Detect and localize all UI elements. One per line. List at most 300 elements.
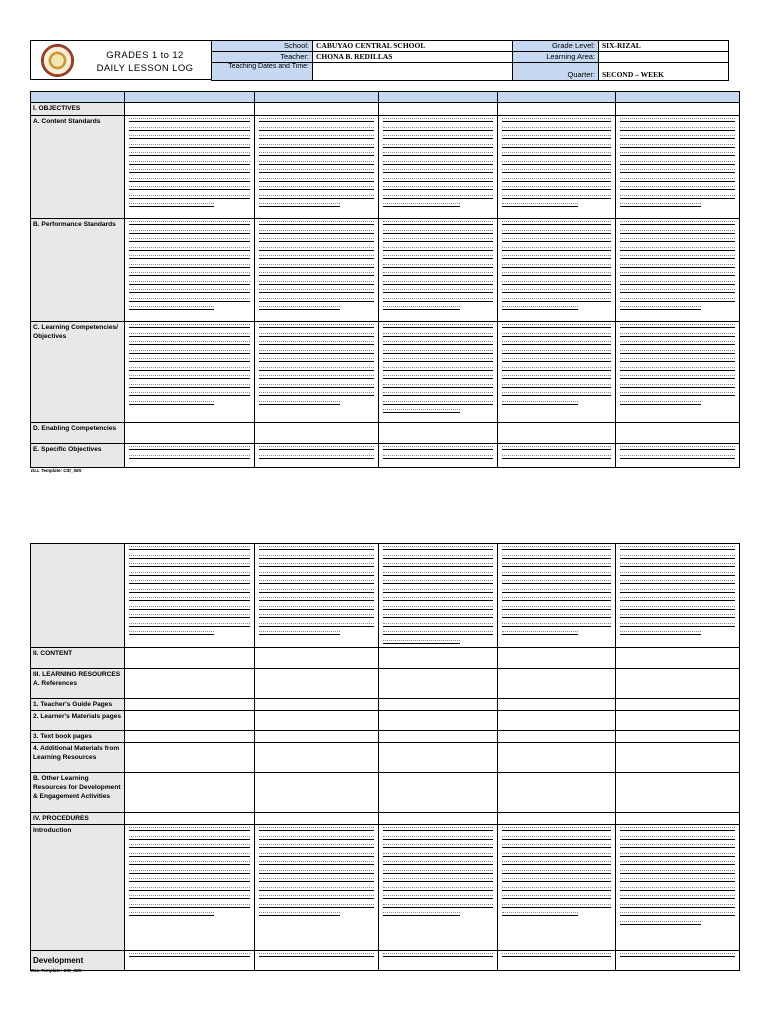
ruled-line [620, 387, 735, 388]
ruled-line [259, 164, 374, 165]
ruled-line [620, 839, 735, 840]
textbook-pages-day4[interactable] [498, 731, 616, 743]
content-day4[interactable] [498, 648, 616, 669]
performance-standards-day4[interactable] [498, 219, 616, 322]
other-resources-day5[interactable] [616, 773, 740, 813]
learning-competencies-day5[interactable] [616, 322, 740, 423]
ruled-line [620, 583, 735, 584]
ruled-line [502, 626, 611, 627]
textbook-pages-day2[interactable] [255, 731, 379, 743]
teachers-guide-day5[interactable] [616, 699, 740, 711]
ruled-line [129, 164, 250, 165]
procedures-day4[interactable] [498, 813, 616, 825]
ruled-lines [502, 121, 611, 215]
ruled-line [620, 378, 735, 379]
ruled-line [502, 233, 611, 234]
ruled-line [259, 250, 374, 251]
ruled-line [259, 189, 374, 190]
ruled-lines [502, 830, 611, 924]
ruled-line [259, 275, 374, 276]
ruled-line [383, 915, 460, 916]
ruled-line [383, 301, 493, 302]
learning-resources-row [31, 669, 740, 699]
ruled-line [383, 130, 493, 131]
content-resources-table [30, 543, 740, 971]
additional-materials-day4[interactable] [498, 743, 616, 773]
ruled-line [502, 549, 611, 550]
enabling-competencies-day2[interactable] [255, 423, 379, 444]
school-value[interactable]: CABUYAO CENTRAL SCHOOL [313, 41, 513, 52]
ruled-line [259, 241, 374, 242]
ruled-line [502, 189, 611, 190]
ruled-line [502, 130, 611, 131]
ruled-line [502, 181, 611, 182]
objectives-day1[interactable] [125, 103, 255, 116]
learners-materials-day4[interactable] [498, 711, 616, 731]
content-standards-day2[interactable] [255, 116, 379, 219]
content-standards-day1[interactable] [125, 116, 255, 219]
ruled-line [620, 915, 735, 916]
ruled-line [129, 258, 250, 259]
ruled-line [259, 558, 374, 559]
ruled-line [502, 147, 611, 148]
objectives-label: I. OBJECTIVES [31, 103, 125, 116]
learning-area-value[interactable] [599, 52, 729, 63]
ruled-lines [259, 830, 374, 924]
ruled-line [383, 189, 493, 190]
ruled-line [383, 361, 493, 362]
ruled-line [259, 915, 340, 916]
ruled-line [259, 575, 374, 576]
ruled-lines [129, 327, 250, 412]
ruled-line [129, 915, 214, 916]
ruled-line [383, 309, 460, 310]
ruled-lines [129, 224, 250, 318]
learners-materials-day3[interactable] [379, 711, 498, 731]
ruled-line [129, 327, 250, 328]
performance-standards-row [31, 219, 740, 322]
ruled-line [259, 258, 374, 259]
enabling-competencies-day1[interactable] [125, 423, 255, 444]
additional-materials-day1[interactable] [125, 743, 255, 773]
ruled-line [620, 206, 701, 207]
ruled-line [502, 292, 611, 293]
ruled-line [259, 198, 374, 199]
ruled-lines [502, 327, 611, 412]
learners-materials-day2[interactable] [255, 711, 379, 731]
textbook-pages-day3[interactable] [379, 731, 498, 743]
procedures-day2[interactable] [255, 813, 379, 825]
ruled-line [129, 856, 250, 857]
day-header-row [31, 92, 740, 103]
ruled-line [259, 898, 374, 899]
ruled-line [259, 956, 374, 957]
ruled-line [259, 147, 374, 148]
learning-resources-day3[interactable] [379, 669, 498, 699]
procedures-day1[interactable] [125, 813, 255, 825]
ruled-line [620, 164, 735, 165]
content-day2[interactable] [255, 648, 379, 669]
ruled-line [502, 558, 611, 559]
learners-materials-row [31, 711, 740, 731]
ruled-line [502, 395, 611, 396]
ruled-line [129, 617, 250, 618]
ruled-line [129, 449, 250, 450]
ruled-line [620, 549, 735, 550]
ruled-line [259, 890, 374, 891]
ruled-line [383, 224, 493, 225]
ruled-line [620, 592, 735, 593]
content-standards-day3[interactable] [379, 116, 498, 219]
learning-competencies-day1[interactable] [125, 322, 255, 423]
ruled-lines [620, 224, 735, 318]
ruled-line [383, 839, 493, 840]
ruled-lines [383, 956, 493, 965]
ruled-lines [620, 549, 735, 643]
ruled-line [620, 856, 735, 857]
introduction-day3[interactable] [379, 825, 498, 951]
learning-resources-day4[interactable] [498, 669, 616, 699]
template-footer-1: DLL Template: CID_IMS [31, 468, 82, 473]
specific-objectives-day4[interactable] [498, 444, 616, 468]
ruled-line [620, 198, 735, 199]
development-day3[interactable] [379, 951, 498, 971]
introduction-day5[interactable] [616, 825, 740, 951]
ruled-line [620, 864, 735, 865]
other-resources-day4[interactable] [498, 773, 616, 813]
ruled-line [383, 387, 493, 388]
learning-resources-day5[interactable] [616, 669, 740, 699]
learning-resources-day2[interactable] [255, 669, 379, 699]
ruled-line [129, 147, 250, 148]
ruled-line [383, 370, 493, 371]
ruled-line [259, 549, 374, 550]
learning-competencies-day4[interactable] [498, 322, 616, 423]
ruled-line [383, 609, 493, 610]
ruled-line [259, 566, 374, 567]
template-footer-2: DLL Template: CID_IMS [31, 968, 82, 973]
ruled-line [129, 609, 250, 610]
ruled-line [129, 361, 250, 362]
ruled-line [502, 873, 611, 874]
other-resources-row [31, 773, 740, 813]
learners-materials-day5[interactable] [616, 711, 740, 731]
ruled-line [383, 327, 493, 328]
ruled-line [383, 292, 493, 293]
performance-standards-label: B. Performance Standards [31, 219, 125, 322]
learning-area-label: Learning Area: [513, 52, 599, 63]
ruled-line [502, 864, 611, 865]
ruled-line [383, 549, 493, 550]
ruled-lines [129, 121, 250, 215]
performance-standards-day2[interactable] [255, 219, 379, 322]
specific-objectives-day5[interactable] [616, 444, 740, 468]
continued-objectives-row [31, 544, 740, 648]
ruled-line [129, 566, 250, 567]
ruled-line [129, 592, 250, 593]
teachers-guide-day2[interactable] [255, 699, 379, 711]
ruled-line [620, 898, 735, 899]
ruled-line [502, 198, 611, 199]
ruled-line [383, 378, 493, 379]
development-day4[interactable] [498, 951, 616, 971]
ruled-line [383, 558, 493, 559]
objectives-row [31, 103, 740, 116]
ruled-line [259, 172, 374, 173]
ruled-line [620, 155, 735, 156]
ruled-line [502, 458, 611, 459]
ruled-line [620, 181, 735, 182]
other-resources-day1[interactable] [125, 773, 255, 813]
ruled-line [129, 336, 250, 337]
ruled-line [620, 233, 735, 234]
ruled-line [383, 592, 493, 593]
ruled-line [383, 643, 460, 644]
ruled-line [259, 309, 340, 310]
ruled-lines [383, 121, 493, 215]
ruled-line [620, 830, 735, 831]
ruled-line [620, 275, 735, 276]
textbook-pages-row [31, 731, 740, 743]
specific-objectives-day3[interactable] [379, 444, 498, 468]
ruled-line [259, 634, 340, 635]
ruled-line [502, 164, 611, 165]
development-day5[interactable] [616, 951, 740, 971]
ruled-line [259, 626, 374, 627]
development-day1[interactable] [125, 951, 255, 971]
ruled-line [383, 856, 493, 857]
ruled-line [620, 617, 735, 618]
ruled-line [129, 138, 250, 139]
continued-day2[interactable] [255, 544, 379, 648]
objectives-day3[interactable] [379, 103, 498, 116]
introduction-day4[interactable] [498, 825, 616, 951]
ruled-line [502, 600, 611, 601]
ruled-lines [129, 956, 250, 965]
ruled-line [383, 164, 493, 165]
ruled-line [502, 592, 611, 593]
ruled-lines [259, 956, 374, 965]
ruled-lines [502, 449, 611, 466]
additional-materials-day5[interactable] [616, 743, 740, 773]
ruled-lines [502, 224, 611, 318]
ruled-line [259, 206, 340, 207]
ruled-line [620, 292, 735, 293]
ruled-line [259, 353, 374, 354]
ruled-line [259, 856, 374, 857]
ruled-line [129, 181, 250, 182]
performance-standards-day3[interactable] [379, 219, 498, 322]
learning-competencies-day2[interactable] [255, 322, 379, 423]
ruled-lines [620, 327, 735, 412]
ruled-line [129, 121, 250, 122]
ruled-line [502, 206, 578, 207]
ruled-line [502, 378, 611, 379]
ruled-line [259, 361, 374, 362]
ruled-line [259, 830, 374, 831]
content-day3[interactable] [379, 648, 498, 669]
ruled-line [259, 395, 374, 396]
log-title-line1: GRADES 1 to 12 [106, 50, 184, 61]
ruled-line [383, 206, 460, 207]
learning-competencies-row [31, 322, 740, 423]
teaching-dates-label: Teaching Dates and Time: [212, 63, 313, 81]
ruled-line [259, 907, 374, 908]
enabling-competencies-day5[interactable] [616, 423, 740, 444]
ruled-line [259, 155, 374, 156]
continued-objectives-label [31, 544, 125, 648]
procedures-label: IV. PROCEDURES [31, 813, 125, 825]
ruled-line [259, 344, 374, 345]
performance-standards-day5[interactable] [616, 219, 740, 322]
ruled-line [259, 864, 374, 865]
ruled-line [129, 198, 250, 199]
ruled-line [129, 549, 250, 550]
ruled-line [620, 634, 701, 635]
continued-day4[interactable] [498, 544, 616, 648]
day-header-1 [125, 92, 255, 103]
day-header-4 [498, 92, 616, 103]
teacher-label: Teacher: [212, 52, 313, 63]
other-resources-label: B. Other Learning Resources for Development & Engagement Activities [31, 773, 125, 813]
ruled-line [620, 609, 735, 610]
ruled-line [502, 575, 611, 576]
ruled-line [129, 275, 250, 276]
learning-resources-day1[interactable] [125, 669, 255, 699]
ruled-line [502, 847, 611, 848]
teachers-guide-day1[interactable] [125, 699, 255, 711]
ruled-lines [620, 449, 735, 466]
ruled-line [259, 583, 374, 584]
ruled-line [129, 284, 250, 285]
ruled-line [129, 873, 250, 874]
ruled-line [129, 583, 250, 584]
ruled-line [502, 370, 611, 371]
objectives-day2[interactable] [255, 103, 379, 116]
ruled-line [129, 387, 250, 388]
ruled-line [502, 898, 611, 899]
ruled-line [620, 267, 735, 268]
ruled-line [259, 301, 374, 302]
introduction-day2[interactable] [255, 825, 379, 951]
grade-level-value[interactable]: SIX-RIZAL [599, 41, 729, 52]
objectives-day5[interactable] [616, 103, 740, 116]
ruled-line [129, 301, 250, 302]
ruled-line [383, 336, 493, 337]
additional-materials-day3[interactable] [379, 743, 498, 773]
procedures-day5[interactable] [616, 813, 740, 825]
ruled-line [502, 121, 611, 122]
ruled-line [259, 233, 374, 234]
enabling-competencies-day3[interactable] [379, 423, 498, 444]
content-day5[interactable] [616, 648, 740, 669]
ruled-line [502, 353, 611, 354]
ruled-line [259, 284, 374, 285]
ruled-line [620, 121, 735, 122]
teachers-guide-day3[interactable] [379, 699, 498, 711]
ruled-line [259, 378, 374, 379]
header-info-table [211, 40, 729, 81]
introduction-row [31, 825, 740, 951]
specific-objectives-day2[interactable] [255, 444, 379, 468]
ruled-line [502, 881, 611, 882]
ruled-line [502, 301, 611, 302]
additional-materials-day2[interactable] [255, 743, 379, 773]
content-standards-day5[interactable] [616, 116, 740, 219]
ruled-line [383, 258, 493, 259]
ruled-line [259, 267, 374, 268]
ruled-lines [129, 449, 250, 466]
continued-day3[interactable] [379, 544, 498, 648]
procedures-day3[interactable] [379, 813, 498, 825]
ruled-line [129, 292, 250, 293]
objectives-day4[interactable] [498, 103, 616, 116]
ruled-line [620, 138, 735, 139]
ruled-line [259, 881, 374, 882]
development-day2[interactable] [255, 951, 379, 971]
content-standards-day4[interactable] [498, 116, 616, 219]
ruled-line [129, 864, 250, 865]
quarter-value[interactable]: SECOND – WEEK [599, 63, 729, 81]
ruled-line [259, 449, 374, 450]
ruled-lines [259, 327, 374, 412]
ruled-line [620, 395, 735, 396]
continued-day5[interactable] [616, 544, 740, 648]
other-resources-day2[interactable] [255, 773, 379, 813]
ruled-line [502, 583, 611, 584]
additional-materials-row [31, 743, 740, 773]
ruled-line [620, 600, 735, 601]
ruled-lines [620, 956, 735, 965]
ruled-line [620, 449, 735, 450]
ruled-line [259, 370, 374, 371]
ruled-line [129, 898, 250, 899]
specific-objectives-day1[interactable] [125, 444, 255, 468]
continued-day1[interactable] [125, 544, 255, 648]
specific-objectives-row [31, 444, 740, 468]
ruled-line [129, 309, 214, 310]
grade-level-label: Grade Level: [513, 41, 599, 52]
learners-materials-day1[interactable] [125, 711, 255, 731]
performance-standards-day1[interactable] [125, 219, 255, 322]
ruled-line [620, 309, 701, 310]
textbook-pages-day5[interactable] [616, 731, 740, 743]
ruled-line [620, 189, 735, 190]
content-day1[interactable] [125, 648, 255, 669]
enabling-competencies-day4[interactable] [498, 423, 616, 444]
teacher-value[interactable]: CHONA B. REDILLAS [313, 52, 513, 63]
ruled-line [383, 458, 493, 459]
ruled-line [129, 839, 250, 840]
teaching-dates-value[interactable] [313, 63, 513, 81]
introduction-day1[interactable] [125, 825, 255, 951]
ruled-line [502, 267, 611, 268]
ruled-line [259, 121, 374, 122]
ruled-line [502, 449, 611, 450]
ruled-line [620, 147, 735, 148]
ruled-line [383, 956, 493, 957]
ruled-line [620, 873, 735, 874]
day-header-blank [31, 92, 125, 103]
learning-competencies-day3[interactable] [379, 322, 498, 423]
introduction-label: Introduction [31, 825, 125, 951]
ruled-line [259, 839, 374, 840]
other-resources-day3[interactable] [379, 773, 498, 813]
learning-resources-label: III. LEARNING RESOURCES A. References [31, 669, 125, 699]
log-title-line2: DAILY LESSON LOG [96, 63, 194, 74]
textbook-pages-day1[interactable] [125, 731, 255, 743]
teachers-guide-day4[interactable] [498, 699, 616, 711]
